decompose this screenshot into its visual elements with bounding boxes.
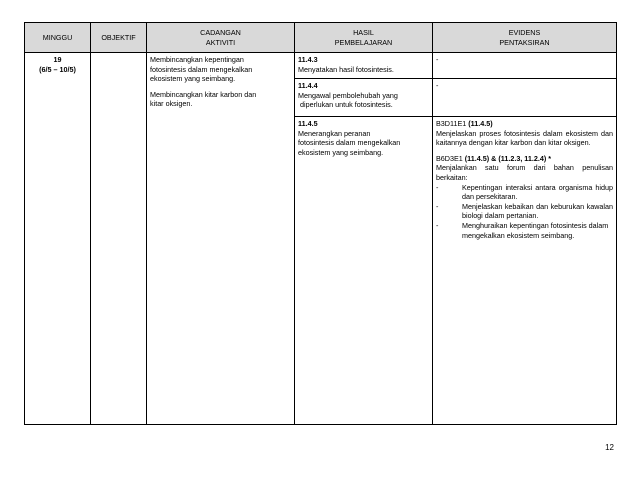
outcome-cell: 11.4.5 Menerangkan peranan fotosintesis dalam mengekalkan ekosistem yang seimbang.: [295, 117, 433, 425]
list-item: - Menghuraikan kepentingan fotosintesis dalam mengekalkan ekosistem seimbang.: [436, 220, 609, 240]
objektif-cell: [91, 53, 147, 425]
page-number: 12: [605, 443, 614, 452]
evidence-cell: -: [433, 53, 617, 79]
evidence-cell-main: B3D11E1 (11.4.5) Menjelaskan proses fotosintesis dalam ekosistem dan kaitannya dengan kitar karbon dan kitar oksigen. B6D3E1 (11.4.5) & (11.2.3, 11.2.4) * Menjalankan satu forum dari bahan penulisan berkaitan: - Kepentingan interaksi antara organisma hidup dan persekitaran. - Menjelaskan kebaikan dan keburukan kawalan biologi dalam pertanian. - Menghuraikan kepentingan fotosintesis dalam mengekalkan ekosistem seimbang.: [433, 117, 617, 425]
outcome-cell: 11.4.3 Menyatakan hasil fotosintesis.: [295, 53, 433, 79]
table-row: [25, 53, 617, 79]
list-item: - Menjelaskan kebaikan dan keburukan kawalan biologi dalam pertanian.: [436, 201, 613, 221]
lesson-plan-table: [24, 22, 617, 425]
header-cadangan-aktiviti: CADANGAN AKTIVITI: [147, 23, 295, 53]
header-hasil-pembelajaran: HASIL PEMBELAJARAN: [295, 23, 433, 53]
week-cell: [25, 53, 91, 425]
header-minggu: MINGGU: [25, 23, 91, 53]
evidence-list: [436, 183, 613, 241]
header-row: [25, 23, 617, 53]
header-evidens-pentaksiran: EVIDENS PENTAKSIRAN: [433, 23, 617, 53]
list-item: - Kepentingan interaksi antara organisma hidup dan persekitaran.: [436, 182, 613, 202]
header-objektif: OBJEKTIF: [91, 23, 147, 53]
week-number: 19: [53, 55, 62, 64]
evidence-cell: -: [433, 79, 617, 117]
week-dates: (6/5 – 10/5): [39, 64, 76, 74]
aktiviti-cell: Membincangkan kepentingan fotosintesis dalam mengekalkan ekosistem yang seimbang. Membincangkan kitar karbon dan kitar oksigen.: [147, 53, 295, 425]
outcome-cell: 11.4.4 Mengawal pembolehubah yang diperlukan untuk fotosintesis.: [295, 79, 433, 117]
